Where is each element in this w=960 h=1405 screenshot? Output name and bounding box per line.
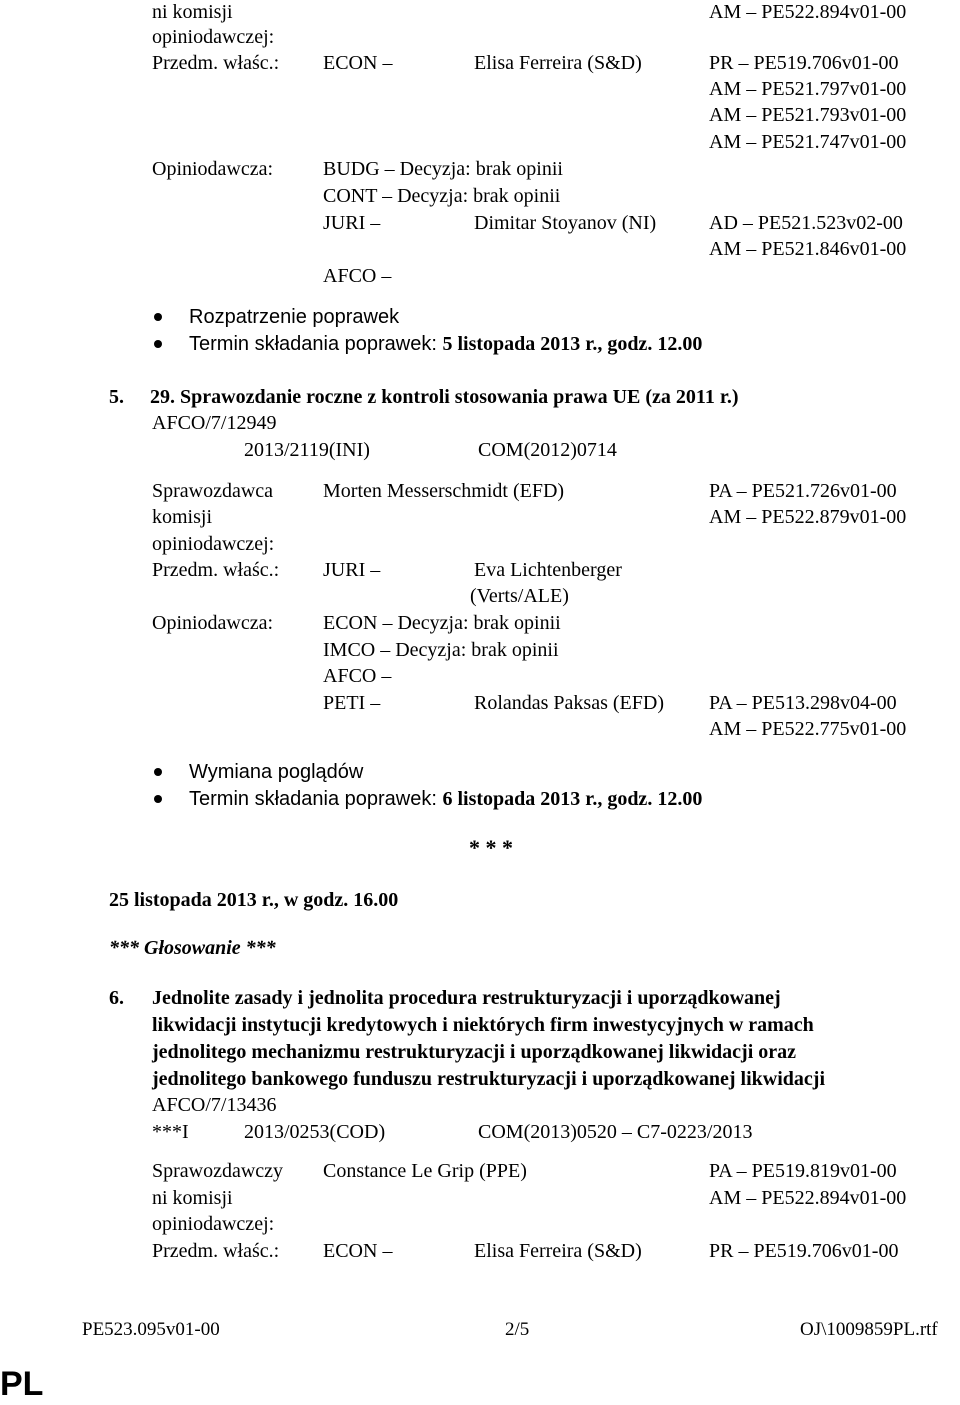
lead-ref: PR – PE519.706v01-00 bbox=[709, 1240, 899, 1262]
opinion-committee: AFCO – bbox=[323, 665, 392, 687]
rapporteur-ref: PA – PE519.819v01-00 bbox=[709, 1160, 897, 1182]
lead-rapporteur-name: Eva Lichtenberger bbox=[474, 559, 622, 581]
rapporteur-ref: PA – PE521.726v01-00 bbox=[709, 480, 897, 502]
bullet-icon bbox=[154, 340, 162, 348]
lead-ref: AM – PE521.797v01-00 bbox=[709, 78, 907, 100]
deadline-line bbox=[189, 787, 702, 811]
deadline-label: Termin składania poprawek: bbox=[189, 788, 443, 810]
item-ref: AFCO/7/12949 bbox=[152, 412, 277, 434]
lead-rapporteur-group: (Verts/ALE) bbox=[470, 585, 569, 607]
item-title-line: jednolitego bankowego funduszu restrukturyzacji i uporządkowanej likwidacji bbox=[152, 1068, 826, 1090]
rapporteur-label: Sprawozdawca bbox=[152, 480, 274, 502]
opinion-committee: JURI – bbox=[323, 212, 381, 234]
item-number: 5. bbox=[109, 386, 124, 408]
bullet-icon bbox=[154, 795, 162, 803]
opinion-rapporteur-name: Rolandas Paksas (EFD) bbox=[474, 692, 664, 714]
lead-ref: AM – PE521.793v01-00 bbox=[709, 104, 907, 126]
item-title-line: likwidacji instytucji kredytowych i niektórych firm inwestycyjnych w ramach bbox=[152, 1014, 814, 1036]
opinion-committee: BUDG – Decyzja: brak opinii bbox=[323, 158, 563, 180]
item-number: 6. bbox=[109, 987, 124, 1009]
lead-ref: AM – PE521.747v01-00 bbox=[709, 131, 907, 153]
opinion-ref: AM – PE522.775v01-00 bbox=[709, 718, 907, 740]
language-code: PL bbox=[0, 1365, 44, 1403]
lead-committee-label: Przedm. właśc.: bbox=[152, 52, 280, 74]
opinion-committee: AFCO – bbox=[323, 265, 392, 287]
rapporteur-label: ni komisji bbox=[152, 1187, 233, 1209]
item-ref: AFCO/7/13436 bbox=[152, 1094, 277, 1116]
deadline-date: 6 listopada 2013 r., godz. 12.00 bbox=[442, 788, 703, 810]
com-number: COM(2013)0520 – C7-0223/2013 bbox=[478, 1121, 753, 1143]
meeting-date: 25 listopada 2013 r., w godz. 16.00 bbox=[109, 889, 399, 911]
opinion-ref: PA – PE513.298v04-00 bbox=[709, 692, 897, 714]
lead-committee-label: Przedm. właśc.: bbox=[152, 1240, 280, 1262]
lead-committee: ECON – bbox=[323, 52, 393, 74]
deadline-line bbox=[189, 332, 702, 356]
lead-rapporteur-name: Elisa Ferreira (S&D) bbox=[474, 1240, 642, 1262]
deadline-label: Termin składania poprawek: bbox=[189, 333, 443, 355]
item-title-line: Jednolite zasady i jednolita procedura restrukturyzacji i uporządkowanej bbox=[152, 987, 781, 1009]
rapporteur-ref: AM – PE522.894v01-00 bbox=[709, 1187, 907, 1209]
opinion-rapporteur-name: Dimitar Stoyanov (NI) bbox=[474, 212, 657, 234]
rapporteur-ref: AM – PE522.879v01-00 bbox=[709, 506, 907, 528]
rapporteur-ref: AM – PE522.894v01-00 bbox=[709, 1, 907, 23]
lead-committee: ECON – bbox=[323, 1240, 393, 1262]
item-title-line: jednolitego mechanizmu restrukturyzacji i uporządkowanej likwidacji oraz bbox=[152, 1041, 797, 1063]
rapporteur-name: Morten Messerschmidt (EFD) bbox=[323, 480, 565, 502]
lead-rapporteur-name: Elisa Ferreira (S&D) bbox=[474, 52, 642, 74]
rapporteur-label-line3: opiniodawczej: bbox=[152, 26, 275, 48]
item-title: 29. Sprawozdanie roczne z kontroli stosowania prawa UE (za 2011 r.) bbox=[150, 386, 739, 408]
lead-committee-label: Przedm. właśc.: bbox=[152, 559, 280, 581]
opinion-committee: IMCO – Decyzja: brak opinii bbox=[323, 639, 559, 661]
bullet-text: Rozpatrzenie poprawek bbox=[189, 306, 400, 328]
bullet-icon bbox=[154, 313, 162, 321]
bullet-text: Wymiana poglądów bbox=[189, 761, 364, 783]
opinion-committee: ECON – Decyzja: brak opinii bbox=[323, 612, 561, 634]
rapporteur-label: komisji bbox=[152, 506, 213, 528]
lead-committee: JURI – bbox=[323, 559, 381, 581]
bullet-icon bbox=[154, 768, 162, 776]
voting-heading: *** Głosowanie *** bbox=[109, 937, 276, 959]
opinion-committee: PETI – bbox=[323, 692, 381, 714]
com-number: COM(2012)0714 bbox=[478, 439, 617, 461]
rapporteur-label: opiniodawczej: bbox=[152, 533, 275, 555]
lead-ref: PR – PE519.706v01-00 bbox=[709, 52, 899, 74]
footer-page-number: 2/5 bbox=[505, 1319, 530, 1340]
footer-file-name: OJ\1009859PL.rtf bbox=[800, 1319, 938, 1340]
footer-doc-ref: PE523.095v01-00 bbox=[82, 1319, 220, 1340]
opinion-ref: AM – PE521.846v01-00 bbox=[709, 238, 907, 260]
opinion-label: Opiniodawcza: bbox=[152, 612, 274, 634]
opinion-ref: AD – PE521.523v02-00 bbox=[709, 212, 903, 234]
procedure-number: 2013/0253(COD) bbox=[244, 1121, 386, 1143]
section-separator: * * * bbox=[469, 835, 513, 860]
procedure-stars: ***I bbox=[152, 1121, 189, 1143]
rapporteur-label-line2: ni komisji bbox=[152, 1, 233, 23]
rapporteur-label: opiniodawczej: bbox=[152, 1213, 275, 1235]
deadline-date: 5 listopada 2013 r., godz. 12.00 bbox=[442, 333, 703, 355]
rapporteur-name: Constance Le Grip (PPE) bbox=[323, 1160, 527, 1182]
rapporteur-label: Sprawozdawczy bbox=[152, 1160, 284, 1182]
procedure-number: 2013/2119(INI) bbox=[244, 439, 370, 461]
opinion-label: Opiniodawcza: bbox=[152, 158, 274, 180]
opinion-committee: CONT – Decyzja: brak opinii bbox=[323, 185, 561, 207]
